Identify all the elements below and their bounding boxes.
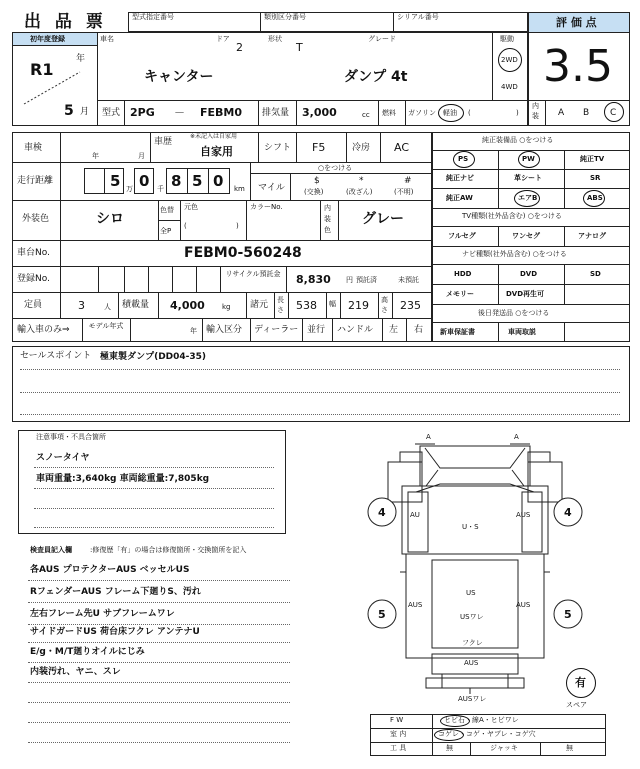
jack-value: 無	[566, 744, 573, 752]
modified-symbol: *	[359, 176, 364, 186]
drive-label: 駆動	[500, 35, 514, 43]
exterior-color-value: シロ	[96, 211, 124, 227]
model-code: FEBM0	[200, 106, 243, 119]
tv-type-title: TV種類(社外品含む) ○をつける	[462, 212, 562, 220]
inspection-month-unit: 月	[138, 152, 145, 160]
jack-label: ジャッキ	[490, 744, 518, 752]
inspector-line-5: E/g・M/T廻りオイルにじみ	[30, 647, 145, 657]
diagram-center-mark: U・S	[462, 523, 479, 531]
mileage-digit-1: 5	[110, 172, 121, 190]
modified-label: (改ざん)	[346, 188, 373, 196]
recycle-deposit-value: 8,830	[296, 273, 331, 286]
equip-sr: SR	[590, 174, 601, 182]
mile-label: マイル	[258, 183, 285, 193]
navi-dvd-play: DVD再生可	[506, 290, 545, 298]
mileage-digit-2: 0	[139, 172, 150, 190]
rating-value: 3.5	[543, 41, 613, 92]
shape-value: T	[296, 41, 303, 54]
diagram-marker-a-right: A	[514, 433, 519, 441]
width-value: 219	[348, 299, 369, 312]
grade-label: グレード	[368, 35, 396, 43]
exchange-symbol: $	[314, 176, 320, 186]
class-number-label: 類別区分番号	[264, 13, 306, 21]
dimensions-label: 諸元	[250, 300, 269, 310]
diagram-bed-us: US	[466, 589, 476, 597]
inspection-label: 車検	[24, 143, 43, 153]
mileage-circle-note: ○をつける	[318, 164, 353, 172]
navi-hdd: HDD	[454, 270, 472, 278]
navi-sd: SD	[590, 270, 601, 278]
tools-label: 工 具	[390, 744, 407, 752]
fuel-label: 燃料	[382, 109, 396, 117]
shape-label: 形状	[268, 35, 282, 43]
interior-damage-value: コゲレ・コゲ・ヤブレ・コゲ穴	[438, 730, 536, 738]
import-parallel: 並行	[307, 325, 326, 335]
tv-fullseg: フルセグ	[448, 232, 476, 240]
diagram-bed-bulge: フクレ	[462, 639, 483, 647]
interior-grade-b: B	[583, 108, 590, 118]
tire-rear-right: 5	[564, 608, 572, 621]
equip-airbag: エアB	[518, 194, 538, 202]
equip-navi: 純正ナビ	[446, 174, 474, 182]
recycle-not-deposited: 未預託	[398, 276, 419, 284]
color-number-label: カラーNo.	[250, 203, 283, 211]
model-year-unit: 年	[190, 327, 197, 335]
history-label: 車歴	[154, 137, 173, 147]
navi-type-title: ナビ種類(社外品含む) ○をつける	[462, 250, 567, 258]
tire-rear-left: 5	[378, 608, 386, 621]
interior-color-value: グレー	[362, 211, 404, 227]
handle-right: 右	[414, 325, 424, 335]
spare-value: 有	[575, 676, 586, 689]
docs-warranty: 新車保証書	[440, 328, 475, 336]
navi-memory: メモリー	[446, 290, 474, 298]
capacity-value: 3	[78, 299, 85, 312]
sales-point-text: 極東製ダンプ(DD04-35)	[100, 352, 207, 362]
history-value: 自家用	[200, 145, 233, 158]
exterior-color-label: 外装色	[22, 214, 50, 224]
payload-label: 積載量	[122, 300, 150, 310]
original-color-label: 元色	[184, 203, 198, 211]
equip-aw: 純正AW	[446, 194, 473, 202]
handle-label: ハンドル	[337, 325, 374, 335]
chassis-number-value: FEBM0-560248	[184, 245, 302, 261]
equipment-title: 純正装備品 ○をつける	[482, 136, 554, 144]
shift-value: F5	[312, 141, 326, 154]
rating-label: 評 価 点	[556, 16, 597, 29]
all-paint-label: 全P	[160, 227, 172, 235]
interior-damage-label: 室 内	[390, 730, 407, 738]
docs-title: 後日発送品 ○をつける	[478, 309, 550, 317]
truck-diagram	[360, 432, 590, 712]
first-registration-month: 5	[64, 103, 74, 119]
diagram-front-right-mark: AUS	[516, 511, 531, 519]
navi-dvd: DVD	[520, 270, 538, 278]
length-value: 538	[296, 299, 317, 312]
exchange-label: (交換)	[304, 188, 324, 196]
fuel-diesel: 軽油	[443, 109, 457, 117]
grade-value: ダンプ 4t	[344, 69, 408, 85]
fw-value: ヒビ石・線A・ヒビワレ	[444, 716, 519, 724]
inspection-year-unit: 年	[92, 152, 99, 160]
diagram-rear-left-mark: AUS	[408, 601, 423, 609]
payload-value: 4,000	[170, 299, 205, 312]
shift-label: シフト	[264, 143, 292, 153]
notes-line-1: スノータイヤ	[36, 453, 90, 463]
original-color-paren-open: (	[184, 222, 187, 230]
interior-grade-label-1: 内	[532, 102, 539, 110]
diagram-marker-a-left: A	[426, 433, 431, 441]
notes-line-2: 車両重量:3,640kg 車両総重量:7,805kg	[36, 474, 210, 484]
door-value: 2	[236, 41, 243, 54]
mileage-km-unit: km	[234, 185, 245, 193]
fw-label: F W	[390, 716, 404, 724]
mileage-label: 走行距離	[17, 176, 54, 186]
sales-point-label: セールスポイント	[20, 351, 92, 361]
import-dealer: ディーラー	[254, 325, 299, 335]
first-registration-label: 初年度登録	[30, 35, 65, 43]
first-registration-year-unit: 年	[76, 54, 86, 64]
displacement-value: 3,000	[302, 106, 337, 119]
diagram-rear-right-mark: AUS	[516, 601, 531, 609]
width-label: 幅	[329, 300, 336, 308]
interior-grade-label-2: 装	[532, 112, 539, 120]
diagram-rear-crack: AUSワレ	[458, 695, 487, 703]
mileage-digit-5: 0	[213, 172, 224, 190]
model-year-label: モデル年式	[88, 322, 124, 330]
mileage-digit-3: 8	[171, 172, 182, 190]
recycle-yen-unit: 円	[346, 276, 353, 284]
capacity-label: 定員	[24, 300, 43, 310]
first-registration-month-unit: 月	[80, 107, 90, 117]
ac-value: AC	[394, 141, 410, 154]
mileage-sen-unit: 千	[157, 185, 164, 193]
recycle-deposited: 預託済	[356, 276, 377, 284]
length-label: 長さ	[277, 296, 284, 314]
tv-analog: アナログ	[578, 232, 606, 240]
tools-value: 無	[446, 744, 453, 752]
height-value: 235	[400, 299, 421, 312]
capacity-unit: 人	[104, 303, 111, 311]
diagram-rear-bumper: AUS	[464, 659, 479, 667]
import-class-label: 輸入区分	[206, 325, 243, 335]
sheet-title: 出 品 票	[24, 12, 107, 32]
inspector-line-3: 左右フレーム先U サブフレームワレ	[30, 609, 175, 619]
fuel-paren-open: (	[468, 109, 471, 117]
first-registration-era: R1	[30, 60, 54, 79]
serial-number-label: シリアル番号	[397, 13, 439, 21]
handle-left: 左	[389, 325, 399, 335]
inspector-title: 検査員記入欄	[30, 546, 72, 554]
equip-tv: 純正TV	[580, 155, 605, 163]
fuel-paren-close: )	[516, 109, 519, 117]
equip-pw: PW	[522, 155, 535, 163]
unknown-symbol: #	[404, 176, 412, 186]
mileage-digit-4: 5	[192, 172, 203, 190]
tv-oneseg: ワンセグ	[512, 232, 540, 240]
inspector-line-1: 各AUS プロテクターAUS ベッセルUS	[30, 565, 190, 575]
interior-color-label: 内装色	[324, 204, 331, 234]
chassis-number-label: 車台No.	[17, 248, 50, 258]
inspector-subtitle: :修復歴「有」の場合は修復箇所・交換箇所を記入	[90, 546, 247, 554]
displacement-label: 排気量	[262, 108, 290, 118]
fuel-gasoline: ガソリン	[408, 109, 436, 117]
history-note: ※未記入は自家用	[190, 133, 238, 140]
tire-front-right: 4	[564, 506, 572, 519]
recycle-deposit-label: リサイクル預託金	[225, 270, 281, 278]
mileage-man-unit: 万	[126, 185, 133, 193]
interior-grade-a: A	[558, 108, 565, 118]
equip-abs: ABS	[587, 194, 603, 202]
docs-manual: 車両取説	[508, 328, 536, 336]
import-only-label: 輸入車のみ⇒	[17, 325, 70, 335]
drive-4wd: 4WD	[501, 83, 518, 91]
inspector-line-4: サイドガードUS 荷台床フクレ アンテナU	[30, 627, 200, 637]
inspector-line-6: 内装汚れ、ヤニ、スレ	[30, 667, 121, 677]
model-prefix: 2PG	[130, 106, 155, 119]
payload-unit: kg	[222, 303, 231, 311]
drive-2wd: 2WD	[501, 56, 518, 64]
spare-label: スペア	[566, 701, 587, 709]
unknown-label: (不明)	[394, 188, 414, 196]
diagram-bed-crack: USワレ	[460, 613, 484, 621]
model-dash: －	[174, 106, 185, 119]
door-label: ドア	[216, 35, 230, 43]
displacement-unit: cc	[362, 111, 370, 119]
diagram-front-left-mark: AU	[410, 511, 420, 519]
tire-front-left: 4	[378, 506, 386, 519]
first-registration-slash	[22, 70, 82, 106]
registration-number-label: 登録No.	[17, 274, 50, 284]
car-name-label: 車名	[100, 35, 114, 43]
equip-leather: 革シート	[514, 174, 542, 182]
height-label: 高さ	[381, 296, 388, 314]
color-change-label: 色替	[160, 206, 174, 214]
header-number-strip	[128, 12, 528, 32]
interior-grade-c: C	[610, 108, 617, 118]
ac-label: 冷房	[352, 143, 371, 153]
model-label: 型式	[102, 108, 121, 118]
type-designation-label: 型式指定番号	[132, 13, 174, 21]
equip-ps: PS	[458, 155, 469, 163]
car-name-value: キャンター	[144, 69, 214, 85]
inspector-line-2: RフェンダーAUS フレーム下廻りS、汚れ	[30, 587, 201, 597]
notes-title: 注意事項・不具合箇所	[36, 433, 106, 441]
original-color-paren-close: )	[236, 222, 239, 230]
